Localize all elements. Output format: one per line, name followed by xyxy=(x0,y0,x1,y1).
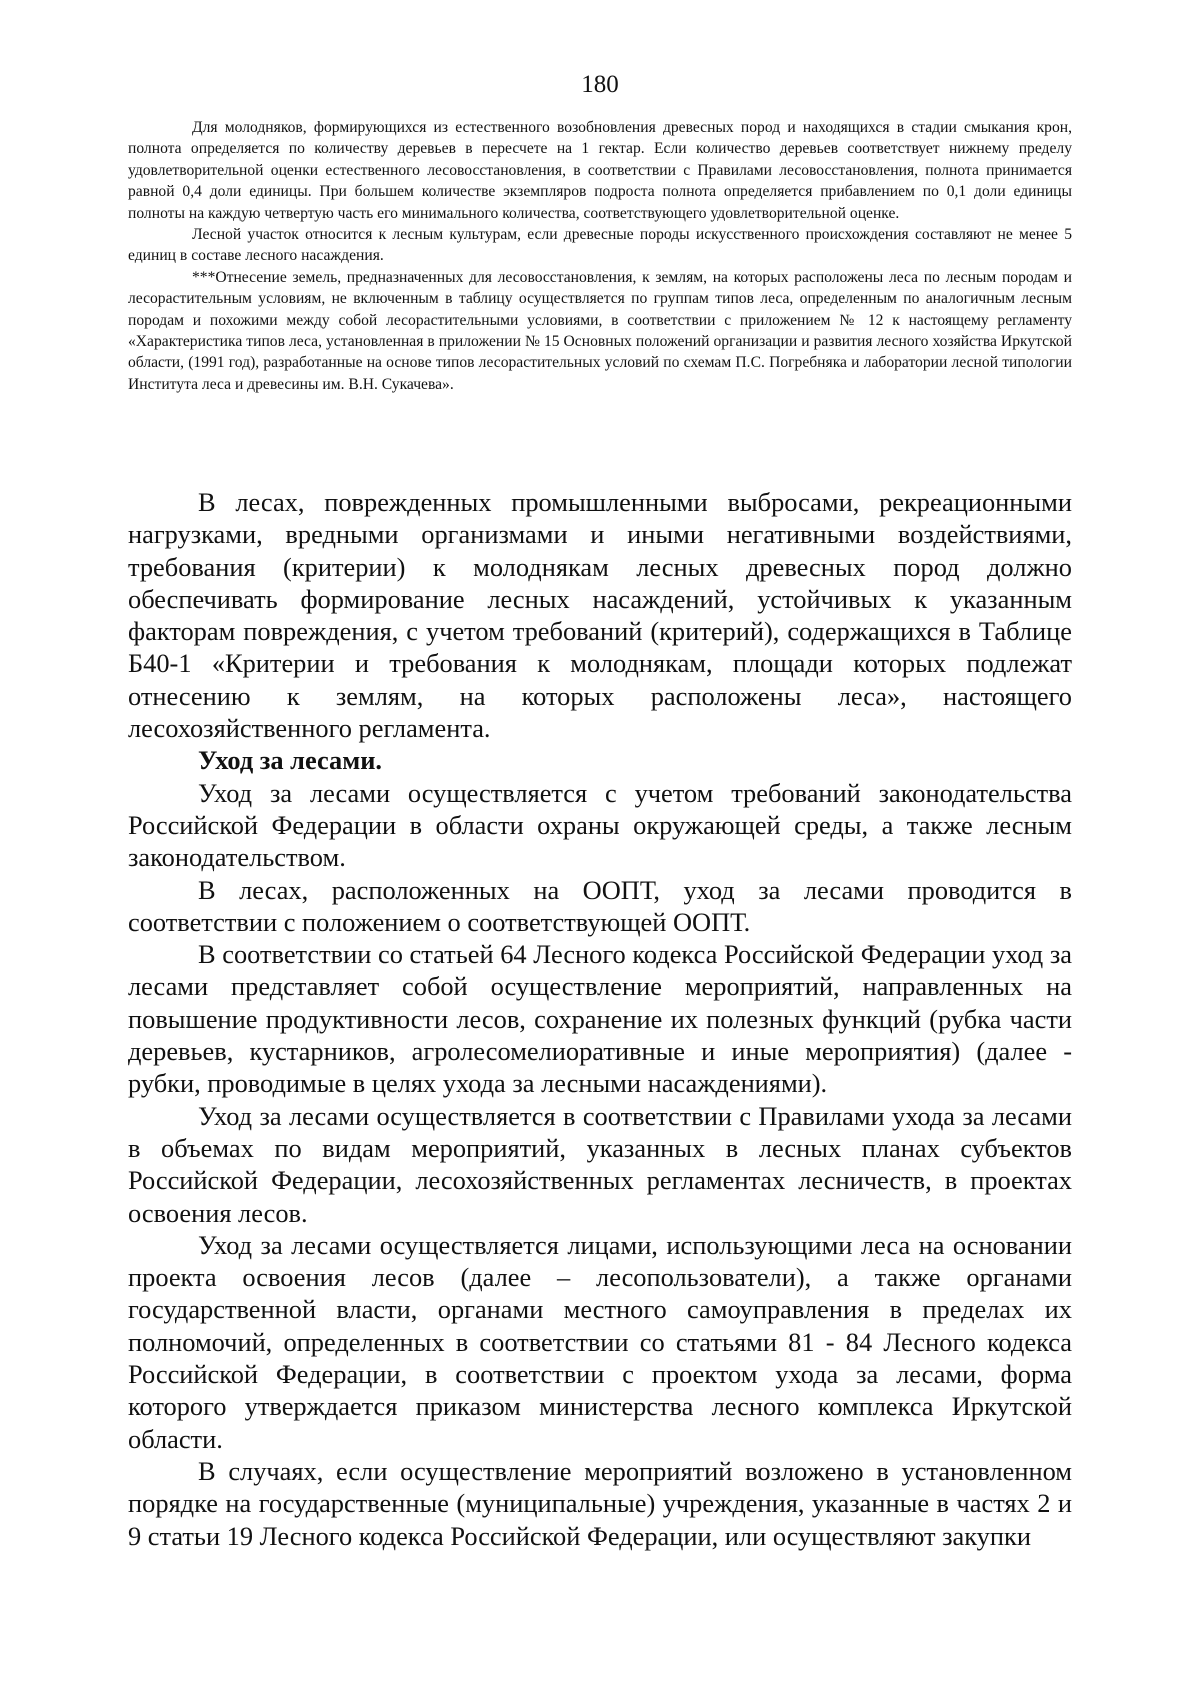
footnote-paragraph: Лесной участок относится к лесным культурам, если древесные породы искусственного происхождения составляют не менее 5 единиц в составе лесного насаждения. xyxy=(128,226,1072,265)
footnote-paragraph: Для молодняков, формирующихся из естественного возобновления древесных пород и находящихся в стадии смыкания крон, полнота определяется по количеству деревьев в пересчете на 1 гектар. Если количество деревьев соответствует нижнему пределу удовлетворительной оценки естественного лесовосстановления, в соответствии с Правилами лесовосстановления, полнота принимается равной 0,4 доли единицы. При большем количестве экземпляров подроста полнота определяется прибавлением по 0,1 доли единицы полноты на каждую четвертую часть его минимального количества, соответствующего удовлетворительной оценке. xyxy=(128,119,1072,222)
body-paragraph: Уход за лесами осуществляется с учетом требований законодательства Российской Федерации в области охраны окружающей среды, а также лесным законодательством. xyxy=(128,777,1072,873)
body-paragraph: Уход за лесами осуществляется лицами, использующими леса на основании проекта освоения лесов (далее – лесопользователи), а также органами государственной власти, органами местного самоуправления в пределах их полномочий, определенных в соответствии со статьями 81 - 84 Лесного кодекса Российской Федерации, в соответствии с проектом ухода за лесами, форма которого утверждается приказом министерства лесного комплекса Иркутской области. xyxy=(128,1229,1072,1454)
body-paragraph: Уход за лесами осуществляется в соответствии с Правилами ухода за лесами в объемах по видам мероприятий, указанных в лесных планах субъектов Российской Федерации, лесохозяйственных регламентах лесничеств, в проектах освоения лесов. xyxy=(128,1100,1072,1228)
footnotes-block xyxy=(128,117,1072,395)
main-text xyxy=(128,486,1072,1552)
body-paragraph: В соответствии со статьей 64 Лесного кодекса Российской Федерации уход за лесами представляет собой осуществление мероприятий, направленных на повышение продуктивности лесов, сохранение их полезных функций (рубка части деревьев, кустарников, агролесомелиоративные и иные мероприятия) (далее - рубки, проводимые в целях ухода за лесными насаждениями). xyxy=(128,939,1072,1099)
page-number: 180 xyxy=(581,71,619,98)
footnote-paragraph: ***Отнесение земель, предназначенных для лесовосстановления, к землям, на которых расположены леса по лесным породам и лесорастительным условиям, не включенным в таблицу осуществляется по группам типов леса, определенным по аналогичным лесным породам и похожими между собой лесорастительными условиями, в соответствии с приложением № 12 к настоящему регламенту «Характеристика типов леса, установленная в приложении № 15 Основных положений организации и развития лесного хозяйства Иркутской области, (1991 год), разработанные на основе типов лесорастительных условий по схемам П.С. Погребняка и лаборатории лесной типологии Института леса и древесины им. В.Н. Сукачева». xyxy=(128,268,1072,393)
section-heading: Уход за лесами. xyxy=(198,745,383,776)
body-paragraph: В лесах, расположенных на ООПТ, уход за лесами проводится в соответствии с положением о соответствующей ООПТ. xyxy=(128,874,1072,937)
body-paragraph: В лесах, поврежденных промышленными выбросами, рекреационными нагрузками, вредными организмами и иными негативными воздействиями, требования (критерии) к молоднякам лесных древесных пород должно обеспечивать формирование лесных насаждений, устойчивых к указанным факторам повреждения, с учетом требований (критерий), содержащихся в Таблице Б40-1 «Критерии и требования к молоднякам, площади которых подлежат отнесению к землям, на которых расположены леса», настоящего лесохозяйственного регламента. xyxy=(128,487,1072,744)
body-paragraph: В случаях, если осуществление мероприятий возложено в установленном порядке на государственные (муниципальные) учреждения, указанные в частях 2 и 9 статьи 19 Лесного кодекса Российской Федерации, или осуществляют закупки xyxy=(128,1455,1072,1551)
